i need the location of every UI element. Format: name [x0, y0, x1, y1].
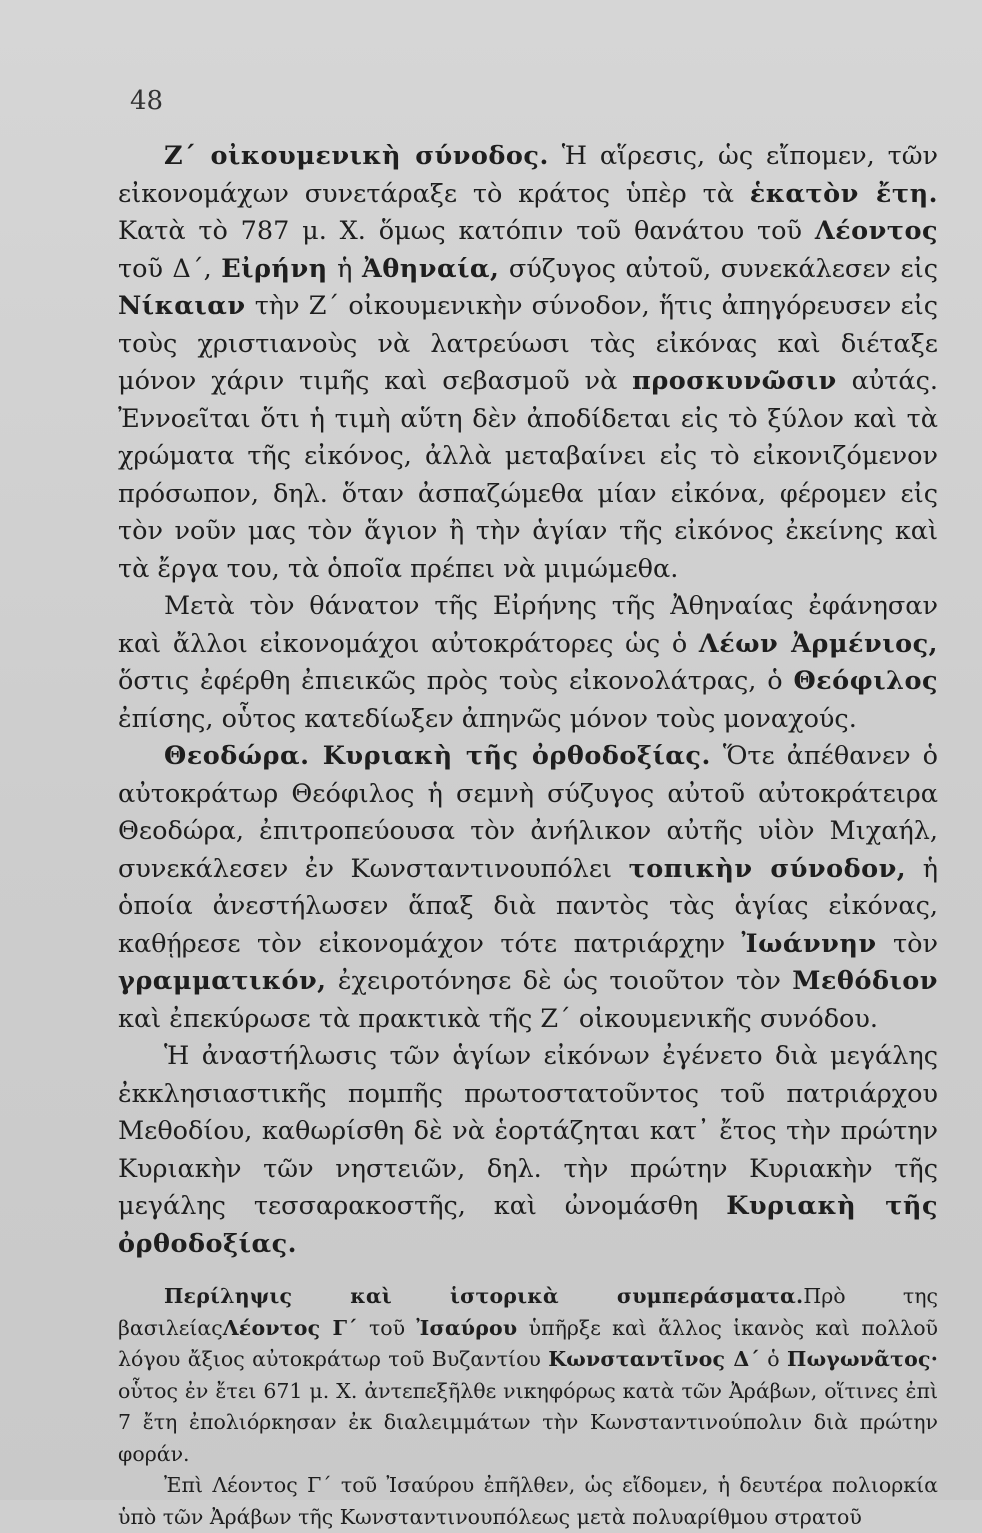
paragraph-restoration: Ἡ ἀναστήλωσις τῶν ἁγίων εἰκόνων ἐγένετο διὰ μεγάλης ἐκκλησιαστικῆς πομπῆς πρωτοστατοῦντος τοῦ πατριάρχου Μεθοδίου, καθωρίσθη δὲ νὰ ἑορτάζηται κατ᾽ ἔτος τὴν πρώτην Κυριακὴν τῶν νηστειῶν, δηλ. τὴν πρώτην Κυριακὴν τῆς μεγάλης τεσσαρακοστῆς, καὶ ὠνομάσθη Κυριακὴ τῆς ὀρθοδοξίας.: [118, 1041, 938, 1259]
paragraph-iconoclast-emperors: Μετὰ τὸν θάνατον τῆς Εἰρήνης τῆς Ἀθηναίας ἐφάνησαν καὶ ἄλλοι εἰκονομάχοι αὐτοκράτορες ὡς ὁ Λέων Ἀρμένιος, ὅστις ἐφέρθη ἐπιεικῶς πρὸς τοὺς εἰκονολάτρας, ὁ Θεόφιλος ἐπίσης, οὗτος κατεδίωξεν ἀπηνῶς μόνον τοὺς μοναχούς.: [118, 591, 938, 734]
summary-section: [118, 1281, 938, 1533]
spacer: [118, 1263, 938, 1281]
paragraph-summary: Περίληψις καὶ ἱστορικὰ συμπεράσματα.Πρὸ της βασιλείαςΛέοντος Γ΄ τοῦ Ἰσαύρου ὑπῆρξε καὶ ἄλλος ἱκανὸς καὶ πολλοῦ λόγου ἄξιος αὐτοκράτωρ τοῦ Βυζαντίου Κωνσταντῖνος Δ΄ ὁ Πωγωνᾶτος· οὗτος ἐν ἔτει 671 μ. Χ. ἀντεπεξῆλθε νικηφόρως κατὰ τῶν Ἀράβων, οἵτινες ἐπὶ 7 ἔτη ἐπολιόρκησαν ἐκ διαλειμμάτων τὴν Κωνσταντινούπολιν διὰ πρώτην φοράν.: [118, 1284, 939, 1466]
paragraph-theodora: Θεοδώρα. Κυριακὴ τῆς ὀρθοδοξίας. Ὅτε ἀπέθανεν ὁ αὐτοκράτωρ Θεόφιλος ἡ σεμνὴ σύζυγος αὐτοῦ αὐτοκράτειρα Θεοδώρα, ἐπιτροπεύουσα τὸν ἀνήλικον αὐτῆς υἱὸν Μιχαήλ, συνεκάλεσεν ἐν Κωνσταντινουπόλει τοπικὴν σύνοδον, ἡ ὁποία ἀνεστήλωσεν ἅπαξ διὰ παντὸς τὰς ἁγίας εἰκόνας, καθῄρεσε τὸν εἰκονομάχον τότε πατριάρχην Ἰωάννην τὸν γραμματικόν, ἐχειροτόνησε δὲ ὡς τοιοῦτον τὸν Μεθόδιον καὶ ἐπεκύρωσε τὰ πρακτικὰ τῆς Ζ΄ οἰκουμενικῆς συνόδου.: [118, 741, 938, 1034]
paragraph-seventh-council: Ζ΄ οἰκουμενικὴ σύνοδος. Ἡ αἵρεσις, ὡς εἴπομεν, τῶν εἰκονομάχων συνετάραξε τὸ κράτος ὑπὲρ τὰ ἑκατὸν ἔτη. Κατὰ τὸ 787 μ. Χ. ὅμως κατόπιν τοῦ θανάτου τοῦ Λέοντος τοῦ Δ΄, Εἰρήνη ἡ Ἀθηναία, σύζυγος αὐτοῦ, συνεκάλεσεν εἰς Νίκαιαν τὴν Ζ΄ οἰκουμενικὴν σύνοδον, ἥτις ἀπηγόρευσεν εἰς τοὺς χριστιανοὺς νὰ λατρεύωσι τὰς εἰκόνας καὶ διέταξε μόνον χάριν τιμῆς καὶ σεβασμοῦ νὰ προσκυνῶσιν αὐτάς. Ἐννοεῖται ὅτι ἡ τιμὴ αὕτη δὲν ἀποδίδεται εἰς τὸ ξύλον καὶ τὰ χρώματα τῆς εἰκόνος, ἀλλὰ μεταβαίνει εἰς τὸ εἰκονιζόμενον πρόσωπον, δηλ. ὅταν ἀσπαζώμεθα μίαν εἰκόνα, φέρομεν εἰς τὸν νοῦν μας τὸν ἅγιον ἢ τὴν ἁγίαν τῆς εἰκόνος ἐκείνης καὶ τὰ ἔργα του, τὰ ὁποῖα πρέπει νὰ μιμώμεθα.: [118, 141, 939, 584]
heading-seventh-council: Ζ΄ οἰκουμενικὴ σύνοδος.: [164, 141, 549, 171]
page-number: 48: [130, 86, 164, 116]
heading-summary: Περίληψις καὶ ἱστορικὰ συμπεράσματα.: [164, 1284, 804, 1308]
heading-theodora: Θεοδώρα. Κυριακὴ τῆς ὀρθοδοξίας.: [164, 741, 711, 771]
paragraph-second-siege: Ἐπὶ Λέοντος Γ΄ τοῦ Ἰσαύρου ἐπῆλθεν, ὡς εἴδομεν, ἡ δευτέρα πολιορκία ὑπὸ τῶν Ἀράβων τῆς Κωνσταντινουπόλεως μετὰ πολυαρίθμου στρατοῦ: [118, 1473, 938, 1529]
body-text: [118, 138, 938, 1533]
